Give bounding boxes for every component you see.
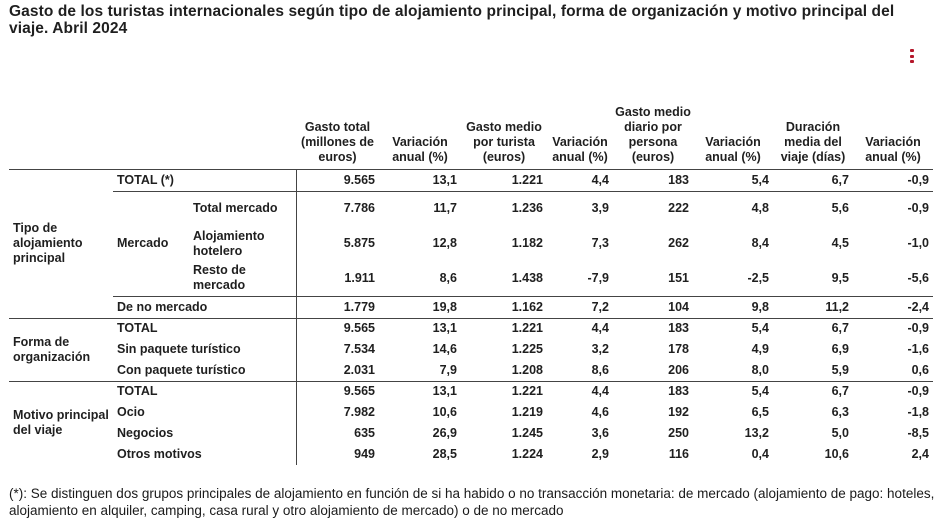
header-empty — [113, 69, 189, 169]
table-row — [9, 381, 933, 402]
cell: 13,1 — [379, 318, 461, 339]
cell: -2,5 — [747, 270, 769, 285]
cell: 1.224 — [511, 447, 543, 461]
header-empty — [9, 69, 113, 169]
table-row — [9, 339, 933, 360]
header-empty — [189, 69, 296, 169]
header-variacion: Variación anual (%) — [379, 69, 461, 169]
cell: 4,6 — [591, 405, 609, 419]
table-row — [9, 360, 933, 381]
cell: -7,9 — [587, 270, 609, 285]
cell: 6,9 — [831, 342, 849, 356]
cell: 26,9 — [432, 426, 457, 440]
cell: 5,4 — [693, 318, 773, 339]
cell: 6,7 — [773, 318, 853, 339]
cell: 4,9 — [751, 342, 769, 356]
table-row — [9, 296, 933, 318]
cell: 3,2 — [591, 342, 609, 356]
cell: -0,9 — [853, 381, 933, 402]
cell: 13,2 — [744, 426, 769, 440]
cell: 5,6 — [773, 191, 853, 226]
cell: 1.225 — [511, 342, 543, 356]
row-label: TOTAL (*) — [117, 172, 174, 187]
cell: 262 — [668, 236, 689, 250]
cell: 1.438 — [511, 270, 543, 285]
cell: 183 — [613, 381, 693, 402]
header-gasto-medio: Gasto medio por turista (euros) — [461, 69, 547, 169]
cell: 0,6 — [911, 362, 929, 377]
cell: 6,7 — [831, 172, 849, 187]
cell: 1.236 — [461, 191, 547, 226]
row-label: Total mercado — [189, 191, 296, 226]
cell: 2.031 — [296, 360, 379, 381]
cell: 4,4 — [591, 172, 609, 187]
cell: 1.779 — [296, 296, 379, 318]
cell: 7,3 — [591, 236, 609, 250]
table-row — [9, 402, 933, 423]
cell: -0,9 — [853, 318, 933, 339]
kebab-menu-icon[interactable] — [910, 49, 916, 63]
cell: 104 — [613, 296, 693, 318]
cell: 6,5 — [751, 405, 769, 419]
cell: 14,6 — [432, 342, 457, 356]
cell: -1,0 — [907, 236, 929, 250]
row-label: Negocios — [117, 426, 174, 440]
cell: 11,2 — [773, 296, 853, 318]
cell: 1.221 — [461, 318, 547, 339]
cell: 6,3 — [831, 405, 849, 419]
cell: 10,6 — [432, 405, 457, 419]
cell: 5,0 — [831, 426, 849, 440]
cell: 5,9 — [831, 362, 849, 377]
cell: 8,4 — [751, 236, 769, 250]
cell: 8,0 — [751, 362, 769, 377]
cell: 1.245 — [511, 426, 543, 440]
cell: 1.911 — [296, 261, 379, 296]
cell: 9.565 — [296, 169, 379, 191]
cell: 206 — [668, 362, 689, 377]
cell: -0,9 — [907, 172, 929, 187]
cell: 1.208 — [511, 362, 543, 377]
header-variacion: Variación anual (%) — [853, 69, 933, 169]
cell: 2,4 — [911, 447, 929, 461]
row-label: Sin paquete turístico — [117, 342, 241, 356]
menu-dot — [910, 60, 914, 63]
cell: 1.182 — [511, 236, 543, 250]
cell: 5,4 — [693, 381, 773, 402]
row-label: De no mercado — [113, 296, 296, 318]
cell: 9,5 — [831, 270, 849, 285]
cell: 3,9 — [547, 191, 613, 226]
section-label: Motivo principal del viaje — [9, 381, 113, 465]
row-label: Resto de mercado — [193, 263, 246, 293]
row-label: TOTAL — [113, 381, 296, 402]
menu-dot — [910, 49, 914, 52]
header-duracion: Duración media del viaje (días) — [773, 69, 853, 169]
page-title: Gasto de los turistas internacionales según tipo de alojamiento principal, forma de organización y motivo principal del viaje. Abril 2024 — [9, 3, 895, 37]
row-label: Ocio — [117, 405, 145, 419]
cell: 7,9 — [439, 362, 457, 377]
cell: -5,6 — [907, 270, 929, 285]
cell: 222 — [613, 191, 693, 226]
cell: 12,8 — [432, 236, 457, 250]
cell: 1.219 — [511, 405, 543, 419]
cell: 8,6 — [591, 362, 609, 377]
cell: 1.162 — [461, 296, 547, 318]
cell: 949 — [296, 444, 379, 465]
table-row — [9, 444, 933, 465]
header-variacion: Variación anual (%) — [693, 69, 773, 169]
cell: 5.875 — [296, 226, 379, 261]
section-label: Forma de organización — [9, 318, 113, 381]
cell: 3,6 — [591, 426, 609, 440]
cell: 250 — [668, 426, 689, 440]
table-row — [9, 169, 933, 191]
cell: 8,6 — [439, 270, 457, 285]
cell: 9.565 — [296, 318, 379, 339]
cell: 9.565 — [296, 381, 379, 402]
table-row — [9, 318, 933, 339]
cell: 7.534 — [296, 339, 379, 360]
row-label: Con paquete turístico — [117, 362, 246, 377]
cell: 151 — [668, 270, 689, 285]
row-label: Alojamiento hotelero — [193, 228, 265, 258]
cell: -8,5 — [907, 426, 929, 440]
cell: 13,1 — [432, 172, 457, 187]
row-label: Otros motivos — [117, 447, 202, 461]
cell: -1,8 — [907, 405, 929, 419]
cell: 116 — [668, 447, 689, 461]
cell: 5,4 — [751, 172, 769, 187]
table-header-row — [9, 69, 933, 169]
cell: 7.982 — [296, 402, 379, 423]
cell: 13,1 — [379, 381, 461, 402]
cell: 183 — [668, 172, 689, 187]
group-label: Mercado — [113, 191, 189, 296]
header-variacion: Variación anual (%) — [547, 69, 613, 169]
cell: -0,9 — [853, 191, 933, 226]
cell: 9,8 — [693, 296, 773, 318]
cell: -2,4 — [853, 296, 933, 318]
cell: 2,9 — [591, 447, 609, 461]
cell: 192 — [668, 405, 689, 419]
cell: -1,6 — [907, 342, 929, 356]
cell: 0,4 — [751, 447, 769, 461]
cell: 4,4 — [547, 381, 613, 402]
header-gasto-total: Gasto total (millones de euros) — [296, 69, 379, 169]
data-table — [9, 69, 933, 465]
cell: 7.786 — [296, 191, 379, 226]
section-label: Tipo de alojamiento principal — [13, 221, 83, 265]
cell: 1.221 — [461, 381, 547, 402]
cell: 4,4 — [547, 318, 613, 339]
row-label: TOTAL — [113, 318, 296, 339]
header-gasto-diario: Gasto medio diario por persona (euros) — [613, 69, 693, 169]
cell: 11,7 — [379, 191, 461, 226]
table-row — [9, 423, 933, 444]
cell: 7,2 — [547, 296, 613, 318]
cell: 6,7 — [773, 381, 853, 402]
cell: 1.221 — [511, 172, 543, 187]
cell: 19,8 — [379, 296, 461, 318]
footnote: (*): Se distinguen dos grupos principales de alojamiento en función de si ha habido o no transacción monetaria: de mercado (alojamiento de pago: hoteles, alojamiento en alquiler, camping, casa rural y otro alojamiento de mercado) o de no mercado — [9, 486, 935, 518]
cell: 178 — [668, 342, 689, 356]
table-row — [9, 191, 933, 226]
cell: 4,8 — [693, 191, 773, 226]
cell: 4,5 — [831, 236, 849, 250]
cell: 10,6 — [824, 447, 849, 461]
cell: 28,5 — [432, 447, 457, 461]
cell: 635 — [296, 423, 379, 444]
menu-dot — [910, 55, 914, 58]
cell: 183 — [613, 318, 693, 339]
